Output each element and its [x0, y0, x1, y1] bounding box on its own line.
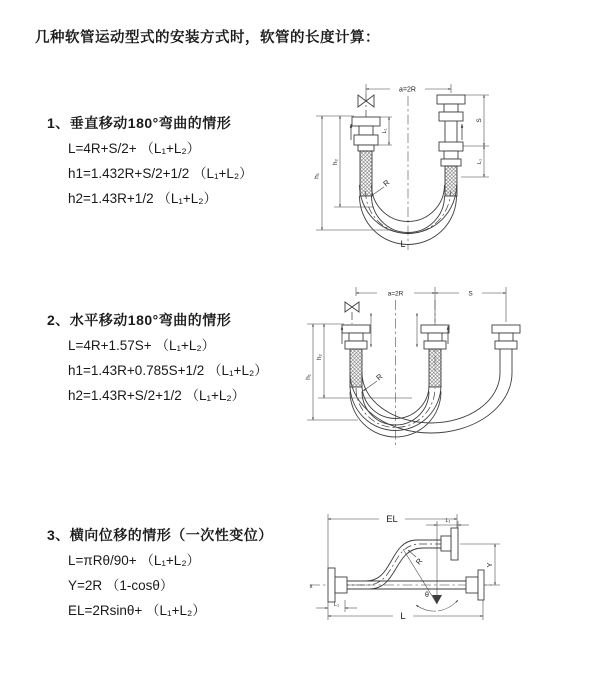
diagram-horizontal-180-bend [300, 280, 600, 475]
valve-icon [345, 302, 359, 312]
collar [441, 159, 461, 166]
dim-label-a2r: a=2R [399, 86, 416, 94]
dim-label-h2: h₂ [316, 353, 323, 361]
flange [492, 325, 520, 333]
formula-line: L=πRθ/90+ （L₁+L₂） [68, 553, 201, 568]
dim-label-r: R [374, 371, 385, 383]
dim-label-l1-left: L₁ [334, 602, 339, 608]
flange-hub [335, 577, 347, 593]
dim-label-l1-right: L₁ [477, 159, 483, 164]
braided-hose-section [350, 349, 362, 387]
hose-s-curve [347, 548, 441, 589]
flange [478, 570, 484, 600]
flange [345, 341, 367, 349]
section-2 [47, 308, 268, 408]
dim-label-a2r: a=2R [387, 290, 404, 298]
formula-line: EL=2Rsinθ+ （L₁+L₂） [68, 603, 206, 618]
dim-label-s: S [468, 290, 473, 298]
formula-line: h2=1.43R+1/2 （L₁+L₂） [68, 191, 218, 206]
dim-label-theta: θ [425, 592, 429, 599]
flange-hub [466, 577, 478, 593]
flange [439, 112, 463, 121]
dim-label-s: S [476, 118, 483, 123]
diagram-lateral-displacement [298, 495, 600, 660]
flange [354, 135, 378, 145]
section-1-heading: 1、垂直移动180°弯曲的情形 [47, 115, 232, 131]
flange [495, 341, 517, 349]
formula-line: L=4R+S/2+ （L₁+L₂） [68, 141, 201, 156]
section-1 [47, 111, 253, 211]
dim-label-r: R [381, 177, 392, 189]
flange [342, 325, 370, 333]
flange [352, 117, 380, 126]
page-title: 几种软管运动型式的安装方式时，软管的长度计算： [35, 30, 380, 46]
dim-label-l: L [400, 239, 406, 249]
flange [444, 104, 458, 112]
flange [328, 568, 335, 602]
flange [421, 325, 449, 333]
section-3 [47, 523, 273, 623]
pipe-line [445, 121, 457, 142]
dim-label-el: EL [386, 514, 398, 525]
dim-label-l: L [400, 611, 406, 622]
collar [358, 145, 374, 151]
diagram-vertical-180-bend [300, 70, 600, 270]
pipe-line [500, 349, 512, 373]
dim-label-x: x [309, 584, 313, 590]
flange [451, 528, 458, 560]
formula-line: Y=2R （1-cosθ） [68, 578, 174, 593]
dim-label-r: R [413, 556, 425, 567]
flange [444, 151, 458, 159]
braided-hose-section [445, 166, 457, 196]
dim-label-h1: h₁ [313, 173, 321, 179]
angle-vertex [432, 595, 442, 604]
formula-line: L=4R+1.57S+ （L₁+L₂） [68, 338, 216, 353]
hose-center-curve [341, 544, 449, 585]
dim-label-h2: h₂ [332, 158, 339, 166]
flange [437, 95, 465, 104]
flange [428, 333, 442, 341]
braided-hose-section [429, 349, 441, 387]
formula-line: h1=1.43R+0.785S+1/2 （L₁+L₂） [68, 363, 268, 378]
dim-label-h1: h₁ [305, 374, 312, 380]
dim-label-y: Y [485, 562, 494, 568]
dim-label-l1-top: L₁ [445, 518, 451, 524]
flange [349, 333, 363, 341]
section-2-heading: 2、水平移动180°弯曲的情形 [47, 312, 232, 328]
flange [499, 333, 513, 341]
hose-s-curve [347, 540, 441, 581]
flange-hub [441, 536, 451, 551]
flange [424, 341, 446, 349]
flange [439, 142, 463, 151]
formula-line: h1=1.432R+S/2+1/2 （L₁+L₂） [68, 166, 253, 181]
braided-hose-section [360, 151, 372, 196]
construction-line [403, 549, 437, 604]
section-3-heading: 3、横向位移的情形（一次性变位） [47, 527, 273, 543]
formula-line: h2=1.43R+S/2+1/2 （L₁+L₂） [68, 388, 246, 403]
dim-label-l1-left: L₁ [382, 128, 388, 134]
flange [359, 126, 373, 135]
